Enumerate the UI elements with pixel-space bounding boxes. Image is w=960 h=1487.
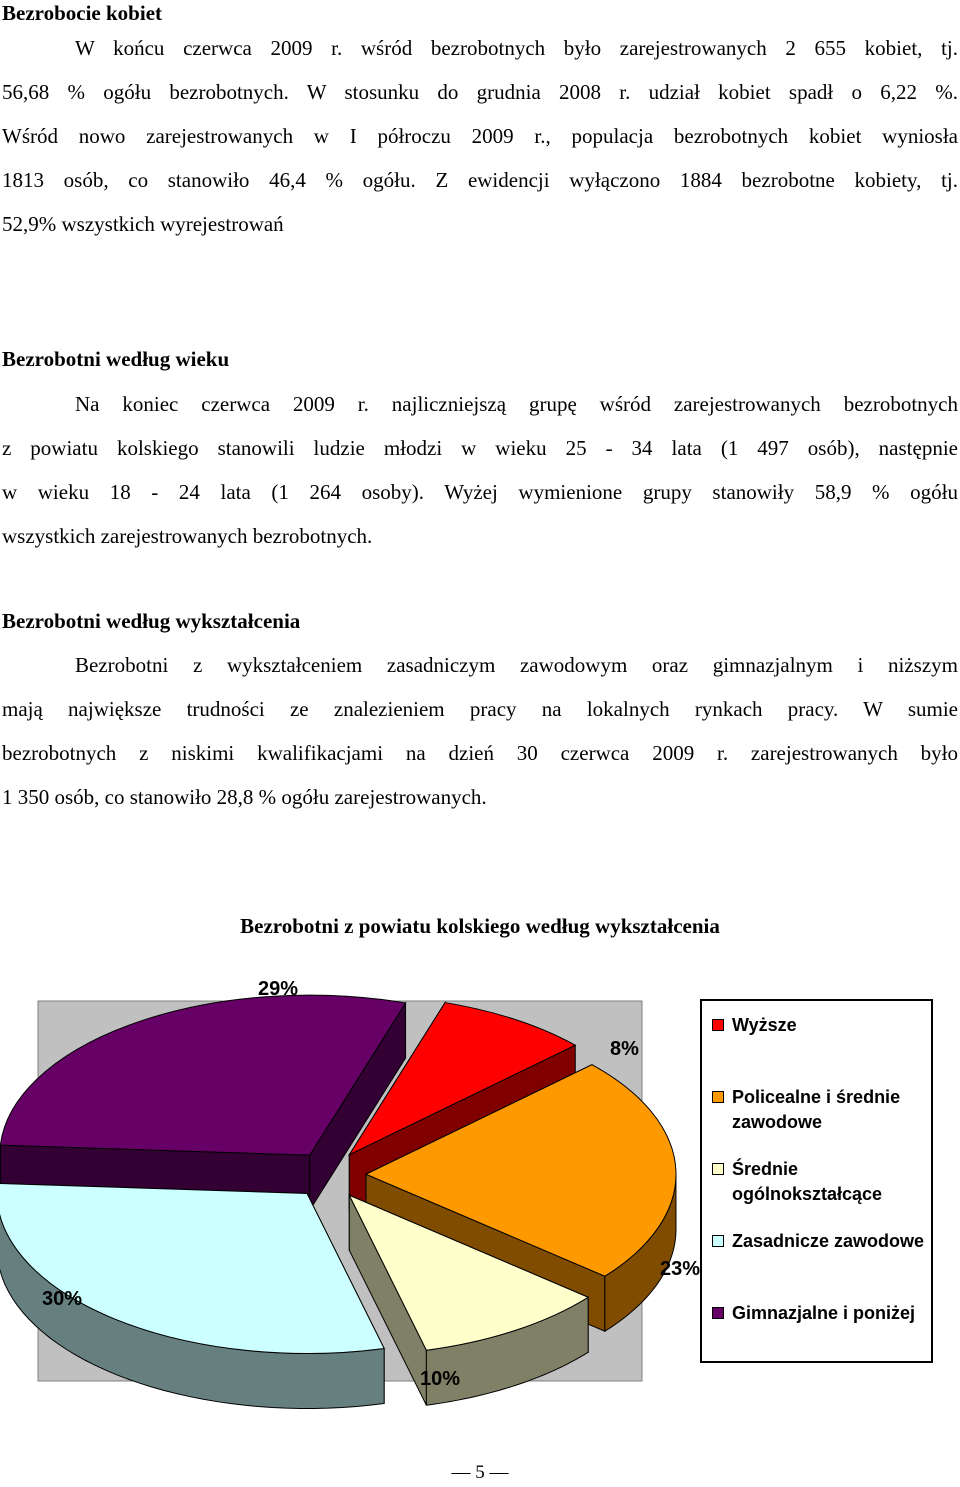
heading-bezrobotni-wyksztalcenie: Bezrobotni według wykształcenia [2,609,301,633]
chart-legend [700,999,933,1363]
data-label-zasadnicze: 30% [42,1288,83,1310]
text-line: w wieku 18 - 24 lata (1 264 osoby). Wyżej wymienione grupy stanowiły 58,9 % ogółu [2,480,958,504]
legend-swatch [712,1019,724,1031]
data-label-wyzsze: 8% [610,1038,639,1060]
text-line: Bezrobotni z wykształceniem zasadniczym zawodowym oraz gimnazjalnym i niższym [75,653,958,677]
page-number-value: 5 [475,1462,485,1483]
heading-bezrobocie-kobiet: Bezrobocie kobiet [2,1,163,25]
text-line: Na koniec czerwca 2009 r. najliczniejszą grupę wśród zarejestrowanych bezrobotnych [75,392,958,416]
legend-swatch [712,1091,724,1103]
text-line: 1813 osób, co stanowiło 46,4 % ogółu. Z ewidencji wyłączono 1884 bezrobotne kobiety, tj. [2,168,958,192]
paragraph-bezrobotni-wiek [2,382,958,558]
paragraph-bezrobocie-kobiet [2,26,958,246]
legend-item-wyzsze [712,1013,932,1038]
text-line: 56,68 % ogółu bezrobotnych. W stosunku do grudnia 2008 r. udział kobiet spadł o 6,22 %. [2,80,958,104]
paragraph-bezrobotni-wyksztalcenie [2,643,958,819]
text-line: Wśród nowo zarejestrowanych w I półroczu 2009 r., populacja bezrobotnych kobiet wyniosła [2,124,958,148]
page-number: — 5 — [451,1462,509,1483]
data-label-srednie: 10% [420,1368,461,1390]
legend-item-zasadnicze [712,1229,932,1254]
legend-swatch [712,1235,724,1247]
legend-label: Zasadnicze zawodowe [732,1231,925,1251]
legend-swatch [712,1163,724,1175]
legend-item-srednie [712,1157,932,1207]
text-line: 52,9% wszystkich wyrejestrowań [2,212,284,236]
data-label-policealne: 23% [660,1258,701,1280]
text-line: z powiatu kolskiego stanowili ludzie młodzi w wieku 25 - 34 lata (1 497 osób), następnie [2,436,958,460]
legend-item-gimnazjalne [712,1301,932,1326]
text-line: mają największe trudności ze znalezieniem pracy na lokalnych rynkach pracy. W sumie [2,697,958,721]
legend-label: Średnie ogólnokształcące [732,1159,883,1204]
legend-swatch [712,1307,724,1319]
legend-item-policealne [712,1085,932,1135]
text-line: bezrobotnych z niskimi kwalifikacjami na dzień 30 czerwca 2009 r. zarejestrowanych było [2,741,958,765]
heading-bezrobotni-wiek: Bezrobotni według wieku [2,347,230,371]
text-line: W końcu czerwca 2009 r. wśród bezrobotnych było zarejestrowanych 2 655 kobiet, tj. [75,36,958,60]
legend-label: Gimnazjalne i poniżej [732,1303,916,1323]
chart-title: Bezrobotni z powiatu kolskiego według wykształcenia [240,914,720,938]
legend-label: Wyższe [732,1015,797,1035]
legend-label: Policealne i średnie zawodowe [732,1087,901,1132]
data-label-gimnazjalne: 29% [258,978,299,1000]
text-line: 1 350 osób, co stanowiło 28,8 % ogółu zarejestrowanych. [2,785,487,809]
text-line: wszystkich zarejestrowanych bezrobotnych. [2,524,373,548]
